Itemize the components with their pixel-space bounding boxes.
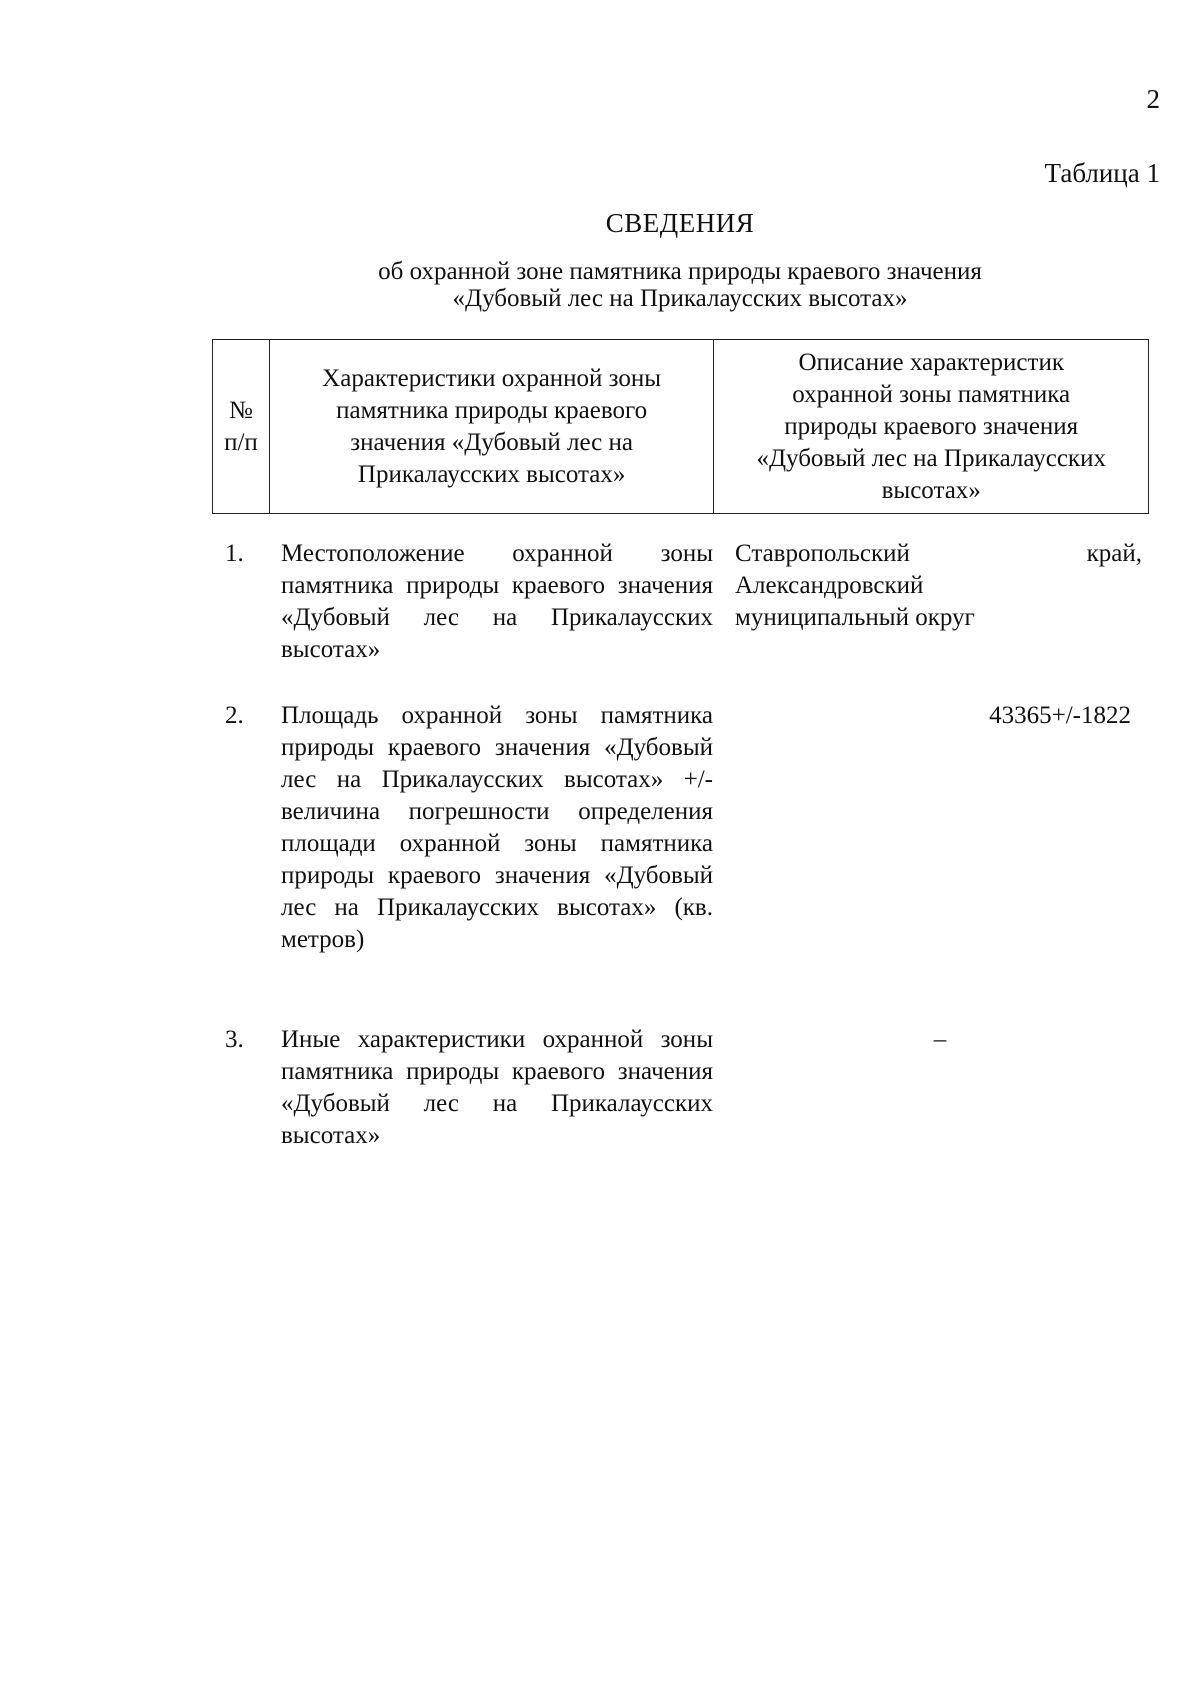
header-number-line: п/п bbox=[224, 428, 258, 456]
header-characteristics-line: значения «Дубовый лес на bbox=[350, 428, 633, 456]
header-characteristics-line: Прикалаусских высотах» bbox=[357, 460, 626, 488]
row-number: 2. bbox=[225, 702, 244, 729]
header-description-line: природы краевого значения bbox=[784, 412, 1079, 440]
header-description-line: Описание характеристик bbox=[798, 348, 1064, 376]
page-number: 2 bbox=[1146, 84, 1160, 114]
header-cell-number bbox=[213, 340, 270, 514]
header-description-line: охранной зоны памятника bbox=[792, 380, 1071, 408]
header-description-line: «Дубовый лес на Прикалаусских bbox=[756, 444, 1106, 472]
header-characteristics-line: Характеристики охранной зоны bbox=[322, 364, 662, 392]
header-description-line: высотах» bbox=[881, 476, 981, 504]
header-cell-characteristics bbox=[269, 340, 714, 514]
header-number-line: № bbox=[228, 396, 253, 424]
row-number: 1. bbox=[225, 540, 244, 567]
subtitle-line-2: «Дубовый лес на Прикалаусских высотах» bbox=[452, 285, 908, 312]
document-title: СВЕДЕНИЯ bbox=[605, 208, 755, 238]
header-characteristics-line: памятника природы краевого bbox=[336, 396, 648, 424]
table-label: Таблица 1 bbox=[1044, 158, 1160, 188]
row-description bbox=[735, 538, 1142, 634]
row-description: – bbox=[933, 1026, 947, 1053]
subtitle-line-1: об охранной зоне памятника природы краевого значения bbox=[378, 258, 982, 285]
document-subtitle bbox=[0, 258, 1200, 312]
row-description-line: Ставропольский край, bbox=[735, 540, 1142, 567]
header-cell-description bbox=[714, 340, 1149, 514]
row-number: 3. bbox=[225, 1026, 244, 1053]
row-characteristic: Иные характеристики охранной зоны памятника природы краевого значения «Дубовый лес на Прикалаусских высотах» bbox=[281, 1026, 713, 1149]
row-description-line: Александровский bbox=[735, 572, 924, 599]
row-description-line: муниципальный округ bbox=[735, 604, 975, 631]
row-characteristic: Местоположение охранной зоны памятника природы краевого значения «Дубовый лес на Прикалаусских высотах» bbox=[281, 540, 713, 663]
table-header-row bbox=[213, 340, 1149, 514]
table-header bbox=[212, 339, 1149, 514]
row-description: 43365+/-1822 bbox=[989, 702, 1131, 729]
row-characteristic: Площадь охранной зоны памятника природы краевого значения «Дубовый лес на Прикалаусских высотах» +/- величина погрешности определения площади охранной зоны памятника природы краевого значения «Дубовый лес на Прикалаусских высотах» (кв. метров) bbox=[281, 702, 713, 953]
